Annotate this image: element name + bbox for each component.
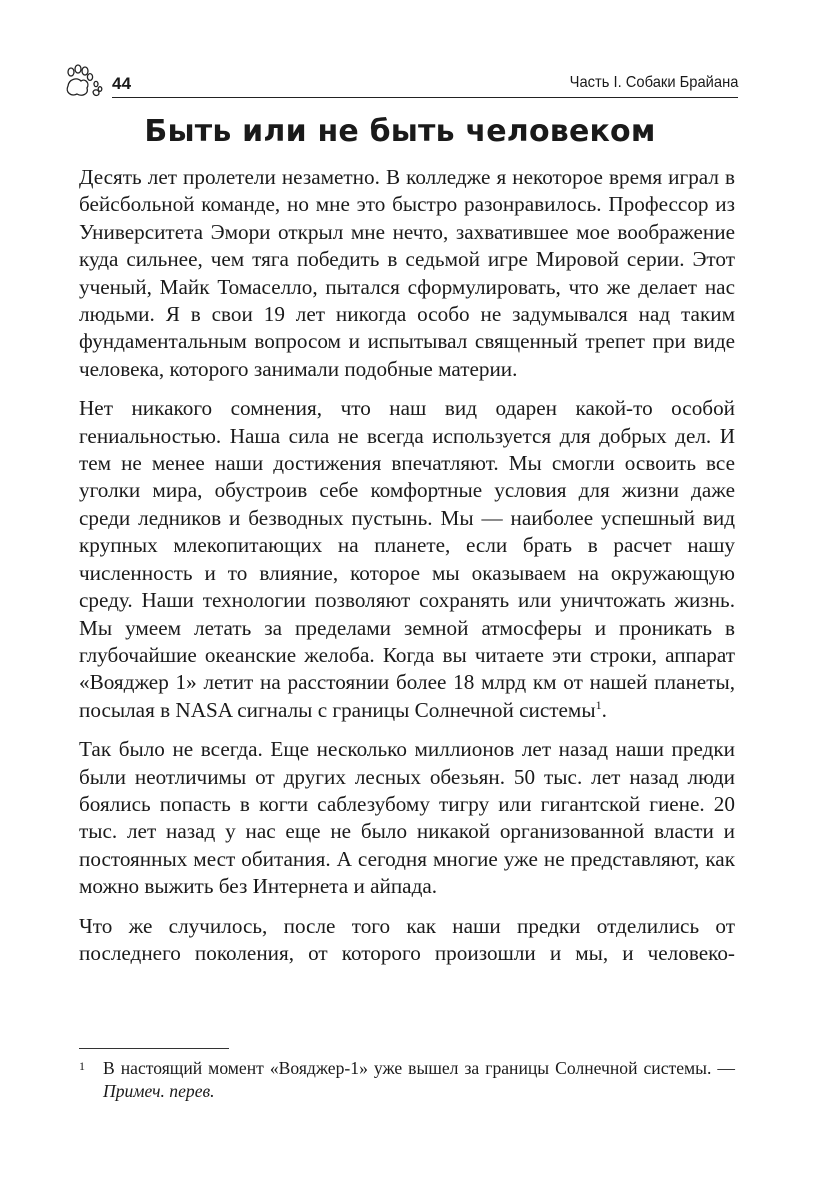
body-text: [79, 164, 735, 979]
running-header-title: Часть I. Собаки Брайана: [569, 74, 738, 91]
page-header: [62, 64, 738, 96]
header-divider: [112, 97, 738, 98]
footnote-reference[interactable]: 1: [595, 697, 602, 712]
footnote-text: [103, 1057, 735, 1103]
paragraph: Десять лет пролетели незаметно. В колледже я некоторое время играл в бейсбольной команде, но мне это быстро разонравилось. Профессор из Университета Эмори открыл мне нечто, захватившее мое воображение куда сильнее, чем тяга победить в седьмой игре Мировой серии. Этот ученый, Майк Томаселло, пытался сформулировать, что же делает нас людьми. Я в свои 19 лет никогда особо не задумывался над таким фундаментальным вопросом и испытывал священный трепет при виде человека, которого занимали подобные материи.: [79, 165, 735, 381]
footnote-mark: 1: [79, 1059, 85, 1073]
footnote-divider: [79, 1048, 229, 1049]
chapter-title: Быть или не быть человеком: [144, 114, 656, 149]
paragraph: Так было не всегда. Еще несколько миллионов лет назад наши предки были неотличимы от других лесных обезьян. 50 тыс. лет назад люди боялись попасть в когти саблезубому тигру или гигантской гиене. 20 тыс. лет назад у нас еще не было никакой организованной власти и постоянных мест обитания. А сегодня многие уже не представляют, как можно выжить без Интернета и айпада.: [79, 737, 735, 899]
paw-prints-icon: [62, 64, 104, 100]
page-number: 44: [112, 74, 132, 93]
footnote: [79, 1057, 735, 1103]
footnote-body: В настоящий момент «Вояджер-1» уже вышел за границы Солнечной системы. —: [103, 1058, 735, 1078]
footnote-attribution: Примеч. перев.: [103, 1081, 215, 1101]
paragraph: Что же случилось, после того как наши предки отделились от последнего поколения, от которого произошли и мы, и человеко-: [79, 913, 735, 965]
paragraph-end-punctuation: .: [601, 697, 607, 722]
paragraph-text: Нет никакого сомнения, что наш вид одарен какой-то особой гениальностью. Наша сила не всегда используется для добрых дел. И тем не менее наши достижения впечатляют. Мы смогли освоить все уголки мира, обустроив себе комфортные условия для жизни даже среди ледников и безводных пустынь. Мы — наиболее успешный вид крупных млекопитающих на планете, если брать в расчет нашу численность и то влияние, которое мы оказываем на окружающую среду. Наши технологии позволяют сохранять или уничтожать жизнь. Мы умеем летать за пределами земной атмосферы и проникать в глубочайшие океанские желоба. Когда вы читаете эти строки, аппарат «Вояджер 1» летит на расстоянии более 18 млрд км от нашей планеты, посылая в NASA сигналы с границы Солнечной системы: [79, 396, 735, 722]
paragraph: [79, 395, 735, 724]
